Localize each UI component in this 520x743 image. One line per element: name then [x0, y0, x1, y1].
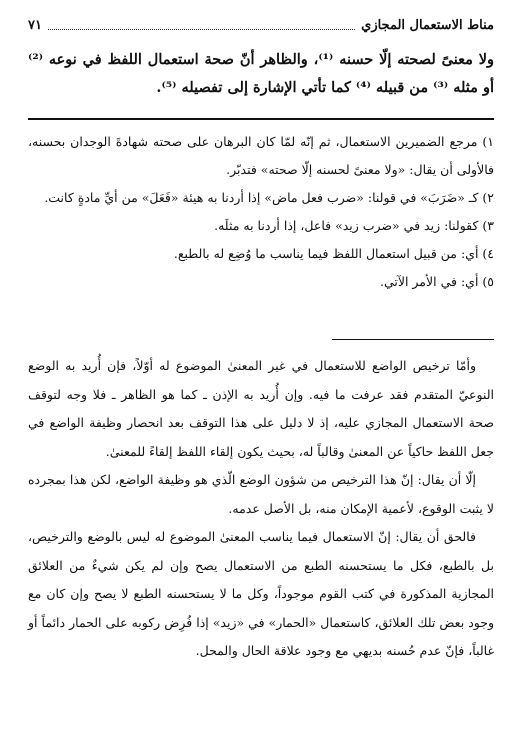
header-dot-leader	[48, 20, 355, 30]
running-title: مناط الاستعمال المجازي	[361, 17, 494, 33]
paragraph-3: فالحق أن يقال: إنّ الاستعمال فيما يناسب المعنىٰ الموضوع له ليس بالوضع والترخيص، بل بالطبع، فكل ما يستحسنه الطبع من الاستعمال يصح وإن لم يكن شيءٌ من العلائق المجازية المذكورة في كتب القوم موجوداً، وكل ما لا يستحسنه الطبع لا يصح وإن كان مع وجود بعض تلك العلائق، كاستعمال «الحمار» في «زيد» إذا فُرِض ركوبه على الحمار دائماً أو غالباً، فإنّ عدم حُسنه بديهي مع وجود علاقة الحال والمحل.	[28, 529, 494, 658]
footnotes	[28, 128, 494, 296]
paragraph-1: وأمّا ترخيص الواضع للاستعمال في غير المعنىٰ الموضوع له أوّلاً، فإن أُريد به الوضع النوعيّ المتقدم فقد عرفت ما فيه. وإن أُريد به الإذن ـ كما هو الظاهر ـ فلا وجه لتوقف صحة الاستعمال المجازي عليه، إذ لا دليل على هذا التوقف بعد انحصار وظيفة الواضع في جعل اللفظ حاكياً عن المعنىٰ وقالباً له، بحيث يكون إلقاء اللفظ إلقاءً للمعنىٰ.	[28, 358, 494, 459]
footnote-2: ٢) كـ «ضَرَبَ» في قولنا: «ضرب فعل ماض» إذا أردنا به هيئة «فَعَلَ» من أيِّ مادةٍ كانت.	[44, 190, 494, 205]
footnote-1: ١) مرجع الضميرين الاستعمال، ثم إنّه لمّا كان البرهان على صحته شهادةَ الوجدان بحسنه، فالأولى أن يقال: «ولا معنىً لحسنه إلّا صحته» فتدبّر.	[28, 134, 494, 177]
footnote-separator	[28, 118, 494, 120]
main-text-body	[28, 352, 494, 666]
paragraph-2: إلّا أن يقال: إنّ هذا الترخيص من شؤون الوضع الّذي هو وظيفة الواضع، لكن هذا بمجرده لا يثبت الوقوع، لأعمية الإمكان منه، بل الأصل عدمه.	[28, 472, 494, 516]
main-text-top: ولا معنىً لصحته إلّا حسنه ⁽¹⁾، والظاهر أنّ صحة استعمال اللفظ في نوعه ⁽²⁾ أو مثله ⁽³⁾ من قبيله ⁽⁴⁾ كما تأتي الإشارة إلى تفصيله ⁽⁵⁾.	[28, 51, 494, 96]
short-separator	[332, 339, 494, 340]
page-header	[28, 14, 494, 36]
footnote-3: ٣) كقولنا: زيد في «ضرب زيد» فاعل، إذا أردنا به مثلَه.	[214, 218, 494, 233]
footnote-5: ٥) أي: في الأمر الآتي.	[379, 274, 494, 289]
footnote-4: ٤) أي: من قبيل استعمال اللفظ فيما يناسب ما وُضِع له بالطبع.	[173, 246, 494, 261]
page-number: ٧١	[28, 17, 42, 33]
